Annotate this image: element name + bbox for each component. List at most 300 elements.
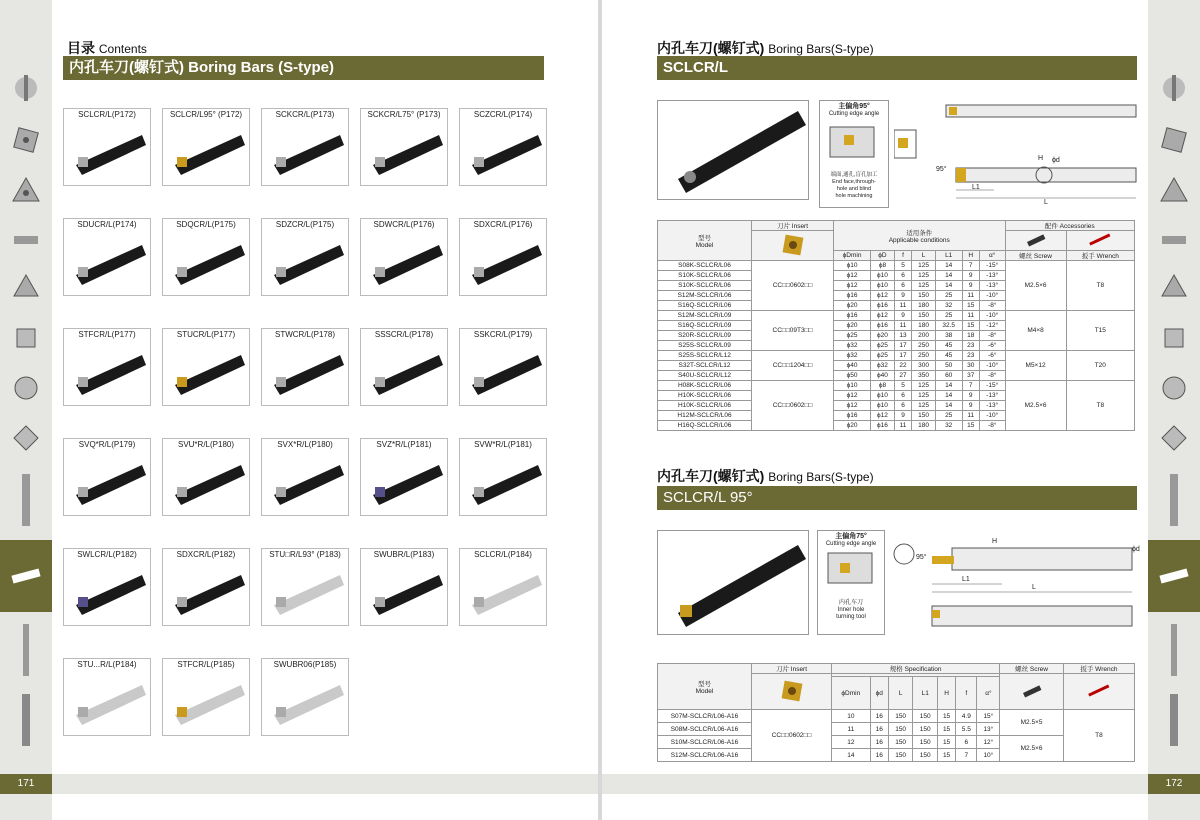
section2-product-photo — [657, 530, 809, 635]
table-cell: 9 — [962, 401, 979, 411]
table-cell: 30 — [962, 361, 979, 371]
table-cell: M2.5×5 — [1000, 710, 1064, 736]
tool-card[interactable] — [63, 658, 151, 736]
diamond-insert-icon[interactable] — [1156, 420, 1192, 456]
table-cell: ϕ12 — [834, 271, 871, 281]
square-insert-icon[interactable] — [8, 122, 44, 158]
table-cell: 12° — [977, 736, 1000, 749]
tool-card[interactable] — [360, 328, 448, 406]
tool-card[interactable] — [360, 108, 448, 186]
insert2-image-cell — [752, 674, 832, 710]
tool-card-label: SDXCR/L(P176) — [473, 220, 533, 229]
model2-en: Model — [695, 687, 714, 695]
tool-image — [72, 131, 146, 175]
table-cell: 11 — [962, 411, 979, 421]
table-cell: 15 — [937, 736, 955, 749]
tool-image — [369, 131, 443, 175]
table-cell: 125 — [912, 381, 936, 391]
indexable-drill-icon[interactable] — [8, 690, 44, 750]
tool-card[interactable] — [162, 658, 250, 736]
tool-card[interactable] — [360, 218, 448, 296]
section2-spec-table — [657, 663, 1135, 762]
screw2-image-cell — [1000, 674, 1064, 710]
angle2-diagram — [818, 547, 884, 595]
table-cell: ϕ25 — [871, 341, 895, 351]
contents-heading — [67, 38, 147, 58]
tool-card-label: SCZCR/L(P174) — [473, 110, 533, 119]
table-cell: 150 — [888, 749, 913, 762]
round-insert-icon[interactable] — [1156, 320, 1192, 356]
table-cell: -6° — [979, 341, 1005, 351]
circle-insert-icon[interactable] — [1156, 370, 1192, 406]
table-cell: 50 — [935, 361, 962, 371]
tool-card-label: SCLCR/L(P172) — [78, 110, 136, 119]
section2-band: SCLCR/L 95° — [657, 486, 1137, 510]
table-cell: -15° — [979, 381, 1005, 391]
section2-drawing — [892, 536, 1142, 636]
table-cell: 37 — [962, 371, 979, 381]
table-cell: ϕ16 — [871, 301, 895, 311]
condition-col-header: α° — [979, 251, 1005, 261]
note-en1: End face,through- — [832, 179, 876, 185]
tool-image — [270, 461, 344, 505]
table-cell: ϕ20 — [834, 321, 871, 331]
tool-card[interactable] — [261, 108, 349, 186]
right-sidebar — [1148, 0, 1200, 820]
tool-card[interactable] — [261, 438, 349, 516]
table-cell: 10° — [977, 749, 1000, 762]
angle2-en: Cutting edge angle — [825, 541, 877, 547]
table-cell: 125 — [912, 261, 936, 271]
table-cell: 5.5 — [956, 723, 977, 736]
thread-insert-icon[interactable] — [1156, 268, 1192, 304]
tool-card-label: SVW*R/L(P181) — [474, 440, 532, 449]
endmill-icon[interactable] — [1156, 470, 1192, 530]
conditions-header-en: Applicable conditions — [888, 236, 950, 244]
table-cell: 9 — [894, 411, 911, 421]
table-cell: T8 — [1066, 261, 1134, 311]
tool-card[interactable] — [162, 438, 250, 516]
tool-card-label: SSKCR/L(P179) — [473, 330, 533, 339]
table-cell: ϕ10 — [871, 271, 895, 281]
table-cell: ϕ10 — [871, 281, 895, 291]
table-cell: 38 — [935, 331, 962, 341]
tool-card[interactable] — [459, 108, 547, 186]
tool-card[interactable] — [63, 218, 151, 296]
table-cell: ϕ10 — [834, 261, 871, 271]
section1-title-zh: 内孔车刀(螺钉式) — [657, 40, 765, 56]
triangle-insert-icon[interactable] — [1156, 172, 1192, 208]
tool-image — [171, 571, 245, 615]
table-cell: S08K-SCLCR/L06 — [658, 261, 752, 271]
insert2-image — [780, 679, 804, 703]
table-cell: ϕ12 — [834, 391, 871, 401]
table-cell: 10 — [832, 710, 871, 723]
table-cell: T8 — [1066, 381, 1134, 431]
tool-image — [72, 461, 146, 505]
table-cell: 14 — [935, 271, 962, 281]
table-cell: 350 — [912, 371, 936, 381]
band-en: Boring Bars (S-type) — [188, 59, 335, 76]
table-cell: 5 — [894, 381, 911, 391]
conditions-header-zh: 适用条件 — [906, 229, 933, 237]
table-cell: 14 — [935, 401, 962, 411]
note-zh: 端面,通孔,盲孔加工 — [830, 172, 878, 178]
table-cell: S12M-SCLCR/L09 — [658, 311, 752, 321]
section2-angle-box — [817, 530, 885, 635]
tool-card[interactable] — [63, 438, 151, 516]
thread-insert-icon[interactable] — [8, 268, 44, 304]
tool-card[interactable] — [459, 328, 547, 406]
table-cell: S40U-SCLCR/L12 — [658, 371, 752, 381]
tool-card-label: STU□R/L93° (P183) — [269, 550, 341, 559]
tool-image — [171, 351, 245, 395]
table-cell: CC□□0602□□ — [752, 261, 834, 311]
note2-en1: Inner hole — [837, 607, 865, 613]
section1-title — [657, 38, 874, 58]
table-cell: 25 — [935, 311, 962, 321]
table-cell: ϕ50 — [834, 371, 871, 381]
dim-phid: ϕd — [1052, 157, 1060, 164]
table-cell: -8° — [979, 331, 1005, 341]
tool-image — [72, 351, 146, 395]
tool-card-label: SWUBR06(P185) — [273, 660, 337, 669]
tool-image — [468, 241, 542, 285]
model2-zh: 型号 — [698, 680, 711, 688]
table-cell: 150 — [888, 736, 913, 749]
wrench-image-cell — [1066, 231, 1134, 251]
table-cell: ϕ32 — [871, 361, 895, 371]
table-cell: CC□□1204□□ — [752, 351, 834, 381]
footer-band — [602, 774, 1148, 794]
tool-image — [270, 351, 344, 395]
condition-col-header: ϕD — [871, 251, 895, 261]
tool-card[interactable] — [459, 218, 547, 296]
table-cell: 9 — [894, 291, 911, 301]
tool-card-label: SDXCR/L(P182) — [176, 550, 236, 559]
table-cell: H10K-SCLCR/L06 — [658, 401, 752, 411]
table-cell: -13° — [979, 281, 1005, 291]
table-cell: T8 — [1063, 710, 1134, 762]
note2-en2: turning tool — [836, 614, 866, 620]
section1-product-photo — [657, 100, 809, 200]
angle-zh: 主偏角95° — [838, 103, 870, 110]
table-cell: 6 — [894, 391, 911, 401]
table-row — [658, 736, 1135, 749]
square-insert-icon[interactable] — [1156, 122, 1192, 158]
active-section-marker[interactable] — [1148, 540, 1200, 612]
endmill-icon[interactable] — [8, 470, 44, 530]
grooving-insert-icon[interactable] — [1156, 222, 1192, 258]
table-cell: H10K-SCLCR/L06 — [658, 391, 752, 401]
table-cell: 11 — [894, 421, 911, 431]
table-cell: 250 — [912, 341, 936, 351]
table-cell: ϕ16 — [871, 421, 895, 431]
spec-col-header: ϕDmin — [832, 677, 871, 710]
table-cell: S25S-SCLCR/L09 — [658, 341, 752, 351]
wrench2-image-cell — [1063, 674, 1134, 710]
insert-header-2: 刀片 Insert — [752, 664, 832, 674]
table-cell: 32 — [935, 421, 962, 431]
screw2-icon — [1020, 683, 1044, 699]
left-page — [0, 0, 598, 820]
table-cell: 125 — [912, 401, 936, 411]
table-cell: 45 — [935, 351, 962, 361]
section1-angle-box — [819, 100, 889, 208]
table-cell: ϕ8 — [871, 261, 895, 271]
table-cell: 5 — [894, 261, 911, 271]
table-cell: 9 — [962, 281, 979, 291]
tool-image — [72, 241, 146, 285]
table-cell: CC□□0602□□ — [752, 381, 834, 431]
section1-title-en: Boring Bars(S-type) — [768, 42, 874, 56]
tool-card-label: SVZ*R/L(P181) — [376, 440, 432, 449]
table-row — [658, 351, 1135, 361]
dim-95: 95° — [936, 166, 947, 173]
table-cell: 6 — [894, 271, 911, 281]
insert-image-cell — [752, 231, 834, 261]
angle-en: Cutting edge angle — [828, 111, 880, 117]
tool-image — [171, 241, 245, 285]
dim2-l1: L1 — [962, 576, 970, 583]
table-cell: 11 — [894, 321, 911, 331]
table-cell: 23 — [962, 341, 979, 351]
table-cell: S16Q-SCLCR/L09 — [658, 321, 752, 331]
tool-image — [369, 351, 443, 395]
table-cell: H16Q-SCLCR/L06 — [658, 421, 752, 431]
table-cell: 15 — [937, 723, 955, 736]
angle-diagram — [820, 117, 888, 167]
tool-card[interactable] — [63, 548, 151, 626]
table-cell: S10K-SCLCR/L06 — [658, 271, 752, 281]
diamond-insert-icon[interactable] — [8, 420, 44, 456]
table-cell: ϕ16 — [871, 321, 895, 331]
condition-col-header: ϕDmin — [834, 251, 871, 261]
triangle-insert-icon[interactable] — [8, 172, 44, 208]
tool-card-label: STFCR/L(P177) — [78, 330, 136, 339]
left-sidebar — [0, 0, 52, 820]
tool-card[interactable] — [459, 438, 547, 516]
table-cell: 6 — [894, 401, 911, 411]
table-row — [658, 710, 1135, 723]
table-cell: 125 — [912, 391, 936, 401]
wrench-icon — [1085, 232, 1115, 248]
table-cell: 300 — [912, 361, 936, 371]
dim2-h: H — [992, 538, 998, 545]
tool-card-label: SCKCR/L(P173) — [275, 110, 335, 119]
note-en2: hole and blind — [836, 186, 872, 192]
tool-card-label: SVU*R/L(P180) — [177, 440, 235, 449]
table-cell: 11 — [962, 311, 979, 321]
condition-col-header: L1 — [935, 251, 962, 261]
table-cell: 250 — [912, 351, 936, 361]
table-cell: 7 — [962, 261, 979, 271]
table-cell: 11 — [832, 723, 871, 736]
tool-card-label: SCKCR/L75° (P173) — [367, 110, 441, 119]
tool-card-label: SDZCR/L(P175) — [275, 220, 335, 229]
page-number: 171 — [0, 774, 52, 794]
table-cell: 14 — [832, 749, 871, 762]
table-cell: ϕ32 — [834, 351, 871, 361]
spec-col-header: α° — [977, 677, 1000, 710]
tool-card-label: SSSCR/L(P178) — [374, 330, 434, 339]
model-header-en: Model — [695, 241, 714, 249]
drill-tool-icon[interactable] — [1156, 70, 1192, 106]
table-cell: ϕ25 — [834, 331, 871, 341]
table-cell: -6° — [979, 351, 1005, 361]
tool-image — [270, 241, 344, 285]
tool-card-label: SCLCR/L95° (P172) — [169, 110, 243, 119]
table-cell: T20 — [1066, 351, 1134, 381]
table-cell: S16Q-SCLCR/L06 — [658, 301, 752, 311]
table-row — [658, 311, 1135, 321]
table-cell: -8° — [979, 371, 1005, 381]
section1-band: SCLCR/L — [657, 56, 1137, 80]
table-cell: 4.9 — [956, 710, 977, 723]
drill-tool-icon[interactable] — [8, 70, 44, 106]
boring-bar-icon[interactable] — [1156, 620, 1192, 680]
table-cell: 16 — [870, 736, 888, 749]
note-en3: hole machining — [835, 193, 873, 199]
table-cell: 9 — [962, 271, 979, 281]
table-cell: 25 — [935, 291, 962, 301]
tool-image — [468, 461, 542, 505]
tool-card-label: STU...R/L(P184) — [77, 660, 137, 669]
tool-image — [171, 131, 245, 175]
tool-card[interactable] — [162, 108, 250, 186]
table-cell: S10K-SCLCR/L06 — [658, 281, 752, 291]
table-cell: 14 — [935, 261, 962, 271]
table-cell: 17 — [894, 351, 911, 361]
tool-image — [369, 461, 443, 505]
table-cell: 12 — [832, 736, 871, 749]
tool-card-label: STFCR/L(P185) — [177, 660, 235, 669]
spec-col-header: L1 — [913, 677, 938, 710]
table-cell: 150 — [913, 710, 938, 723]
tool-card[interactable] — [261, 218, 349, 296]
table-cell: 9 — [894, 311, 911, 321]
wrench-header-2: 扳手 Wrench — [1063, 664, 1134, 674]
spec-col-header: L — [888, 677, 913, 710]
spec-col-header: ϕd — [870, 677, 888, 710]
table-cell: S08M-SCLCR/L06-A16 — [658, 723, 752, 736]
section-band — [63, 56, 544, 80]
contents-en: Contents — [98, 42, 147, 56]
screw-header: 螺丝 Screw — [1005, 251, 1066, 261]
table-cell: 60 — [935, 371, 962, 381]
table-cell: 15° — [977, 710, 1000, 723]
table-cell: -10° — [979, 411, 1005, 421]
table-cell: 17 — [894, 341, 911, 351]
section1-drawing — [894, 100, 1142, 210]
tool-card-label: SWLCR/L(P182) — [77, 550, 137, 559]
table-cell: ϕ16 — [834, 411, 871, 421]
table-cell: ϕ16 — [834, 311, 871, 321]
table-cell: 150 — [912, 311, 936, 321]
table-cell: M2.5×6 — [1005, 261, 1066, 311]
table-cell: 32.5 — [935, 321, 962, 331]
tool-image — [72, 571, 146, 615]
table-cell: ϕ10 — [871, 391, 895, 401]
table-cell: 15 — [937, 710, 955, 723]
tool-card[interactable] — [459, 548, 547, 626]
tool-card[interactable] — [360, 548, 448, 626]
table-cell: 6 — [894, 281, 911, 291]
table-cell: CC□□09T3□□ — [752, 311, 834, 351]
table-cell: ϕ12 — [834, 281, 871, 291]
table-cell: 15 — [962, 321, 979, 331]
page-number: 172 — [1148, 774, 1200, 794]
screw-header-2: 螺丝 Screw — [1000, 664, 1064, 674]
table-cell: S10M-SCLCR/L06-A16 — [658, 736, 752, 749]
circle-insert-icon[interactable] — [8, 370, 44, 406]
note2-zh: 内孔车刀 — [838, 600, 863, 606]
tool-card[interactable] — [360, 438, 448, 516]
table-cell: -13° — [979, 391, 1005, 401]
table-cell: 16 — [870, 710, 888, 723]
tool-card-label: SWUBR/L(P183) — [373, 550, 435, 559]
table-cell: 22 — [894, 361, 911, 371]
tool-card[interactable] — [162, 328, 250, 406]
table-cell: M2.5×6 — [1005, 381, 1066, 431]
table-cell: ϕ20 — [834, 301, 871, 311]
table-cell: ϕ20 — [834, 421, 871, 431]
screw-image-cell — [1005, 231, 1066, 251]
table-cell: 15 — [962, 301, 979, 311]
tool-card[interactable] — [162, 548, 250, 626]
table-cell: ϕ32 — [834, 341, 871, 351]
table-cell: 14 — [935, 381, 962, 391]
tool-card[interactable] — [261, 328, 349, 406]
dim-l: L — [1044, 199, 1048, 206]
tool-card[interactable] — [162, 218, 250, 296]
round-insert-icon[interactable] — [8, 320, 44, 356]
table-cell: ϕ40 — [834, 361, 871, 371]
tool-card[interactable] — [63, 328, 151, 406]
tool-card[interactable] — [63, 108, 151, 186]
table-cell: 150 — [888, 710, 913, 723]
wrench2-icon — [1084, 683, 1114, 699]
table-cell: 45 — [935, 341, 962, 351]
table-cell: 16 — [870, 749, 888, 762]
table-cell: ϕ12 — [834, 401, 871, 411]
contents-zh: 目录 — [67, 40, 95, 56]
indexable-drill-icon[interactable] — [1156, 690, 1192, 750]
tool-image — [270, 131, 344, 175]
tool-card-label: SVQ*R/L(P179) — [78, 440, 136, 449]
tool-image — [369, 571, 443, 615]
grooving-insert-icon[interactable] — [8, 222, 44, 258]
table-cell: ϕ16 — [834, 291, 871, 301]
tool-card[interactable] — [261, 548, 349, 626]
boring-bar-icon[interactable] — [8, 620, 44, 680]
active-section-marker[interactable] — [0, 540, 52, 612]
table-cell: 27 — [894, 371, 911, 381]
table-cell: 14 — [935, 281, 962, 291]
table-cell: ϕ40 — [871, 371, 895, 381]
wrench-header: 扳手 Wrench — [1066, 251, 1134, 261]
table-cell: 16 — [870, 723, 888, 736]
section2-title-zh: 内孔车刀(螺钉式) — [657, 468, 765, 484]
tool-card[interactable] — [261, 658, 349, 736]
table-cell: 13° — [977, 723, 1000, 736]
table-cell: -15° — [979, 261, 1005, 271]
section1-spec-table — [657, 220, 1135, 431]
table-cell: 6 — [956, 736, 977, 749]
model-header-2 — [658, 664, 752, 710]
section2-title-en: Boring Bars(S-type) — [768, 470, 874, 484]
table-cell: -10° — [979, 291, 1005, 301]
